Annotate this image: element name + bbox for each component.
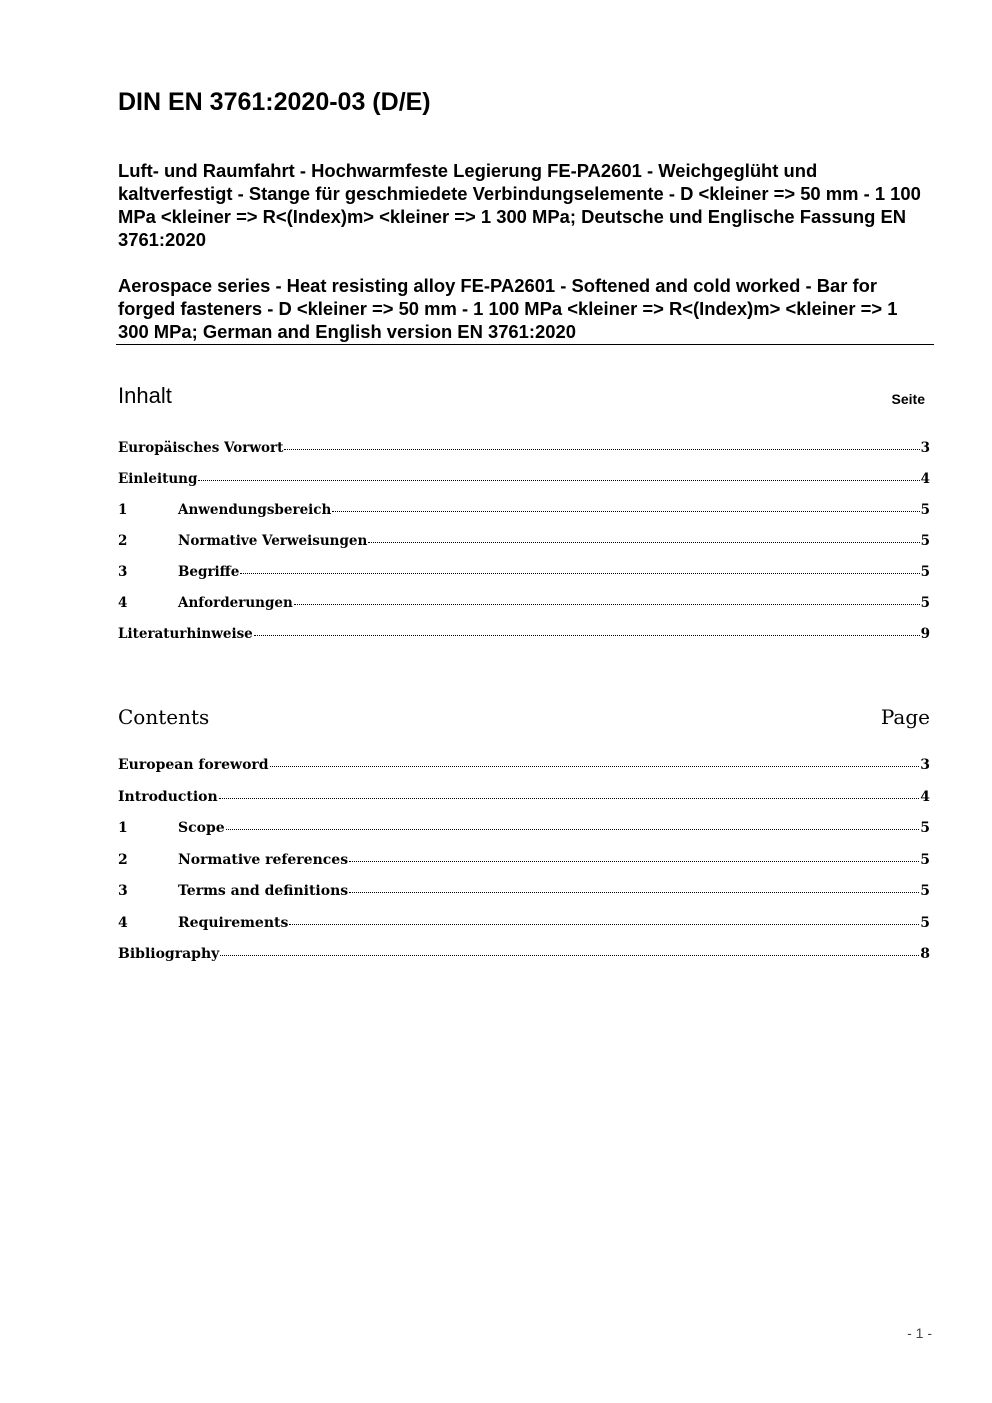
dot-leader <box>220 955 919 956</box>
toc-entry-title: European foreword <box>118 757 269 773</box>
toc-entry-number: 3 <box>118 883 128 899</box>
dot-leader <box>240 573 919 574</box>
toc-page-label-german: Seite <box>891 391 925 407</box>
toc-entry[interactable] <box>118 595 930 626</box>
toc-entry[interactable] <box>118 471 930 502</box>
toc-entry-page: 3 <box>920 757 930 773</box>
toc-entry-title: Introduction <box>118 788 218 805</box>
toc-entry[interactable] <box>118 564 930 595</box>
toc-entry-title: Europäisches Vorwort <box>118 440 284 456</box>
toc-entry-page: 3 <box>920 440 930 456</box>
toc-entry[interactable] <box>118 883 930 915</box>
toc-entry-number: 4 <box>118 914 128 931</box>
toc-entry-page: 5 <box>920 914 930 931</box>
toc-page-label-english: Page <box>880 705 930 729</box>
dot-leader <box>226 829 920 830</box>
dot-leader <box>219 798 920 799</box>
toc-entry[interactable] <box>118 502 930 533</box>
toc-entry[interactable] <box>118 757 930 789</box>
title-divider <box>116 344 934 345</box>
toc-entry[interactable] <box>118 915 930 947</box>
dot-leader <box>332 511 919 512</box>
dot-leader <box>294 604 920 605</box>
dot-leader <box>349 892 919 893</box>
toc-entry-title: Bibliography <box>118 946 220 962</box>
dot-leader <box>270 766 920 767</box>
toc-entry-page: 5 <box>920 851 930 868</box>
toc-entry[interactable] <box>118 820 930 852</box>
dot-leader <box>198 480 919 481</box>
toc-entry-title: Terms and definitions <box>178 883 349 899</box>
toc-entry-page: 5 <box>920 502 930 518</box>
toc-entry[interactable] <box>118 440 930 471</box>
toc-entry-title: Requirements <box>178 914 289 931</box>
dot-leader <box>368 542 919 543</box>
toc-entry-page: 5 <box>920 820 930 836</box>
toc-entry-page: 5 <box>920 883 930 899</box>
toc-entry-title: Begriffe <box>178 564 240 580</box>
dot-leader <box>349 861 919 862</box>
toc-entry-number: 1 <box>118 502 128 518</box>
toc-entry-number: 2 <box>118 533 128 549</box>
toc-entry[interactable] <box>118 789 930 821</box>
title-german: Luft- und Raumfahrt - Hochwarmfeste Legierung FE-PA2601 - Weichgeglüht und kaltverfestigt - Stange für geschmiedete Verbindungselemente - D <kleiner => 50 mm - 1 100 MPa <kleiner => R<(Index)m> <kleiner => 1 300 MPa; Deutsche und Englische Fassung EN 3761:2020 <box>118 160 921 250</box>
toc-entry-page: 5 <box>920 533 930 549</box>
toc-english <box>118 757 930 978</box>
toc-entry-number: 1 <box>118 820 128 836</box>
toc-entry-title: Anforderungen <box>178 595 293 611</box>
toc-entry-page: 5 <box>920 595 930 611</box>
toc-entry-page: 4 <box>920 788 930 805</box>
toc-entry-page: 4 <box>920 471 930 487</box>
toc-entry[interactable] <box>118 852 930 884</box>
toc-entry[interactable] <box>118 946 930 978</box>
dot-leader <box>284 449 919 450</box>
toc-heading-german: Inhalt <box>118 383 172 408</box>
toc-german <box>118 440 930 657</box>
toc-entry-title: Normative references <box>178 851 349 868</box>
toc-entry[interactable] <box>118 626 930 657</box>
toc-entry-title: Scope <box>178 820 225 836</box>
title-english: Aerospace series - Heat resisting alloy FE-PA2601 - Softened and cold worked - Bar for forged fasteners - D <kleiner => 50 mm - 1 100 MPa <kleiner => R<(Index)m> <kleiner => 1 300 MPa; German and English version EN 3761:2020 <box>118 275 898 342</box>
toc-entry-title: Anwendungsbereich <box>178 502 332 518</box>
toc-entry-number: 3 <box>118 564 128 580</box>
toc-entry-title: Normative Verweisungen <box>178 533 368 549</box>
dot-leader <box>254 635 920 636</box>
toc-entry-title: Einleitung <box>118 471 198 487</box>
toc-entry-page: 5 <box>920 564 930 580</box>
document-id: DIN EN 3761:2020-03 (D/E) <box>118 88 431 116</box>
page-number: - 1 - <box>907 1325 932 1341</box>
toc-entry-number: 2 <box>118 851 128 868</box>
toc-entry-number: 4 <box>118 595 128 611</box>
toc-entry[interactable] <box>118 533 930 564</box>
toc-entry-title: Literaturhinweise <box>118 626 253 642</box>
dot-leader <box>289 924 919 925</box>
toc-entry-page: 9 <box>920 626 930 642</box>
toc-entry-page: 8 <box>920 946 930 962</box>
toc-heading-english: Contents <box>118 705 210 729</box>
